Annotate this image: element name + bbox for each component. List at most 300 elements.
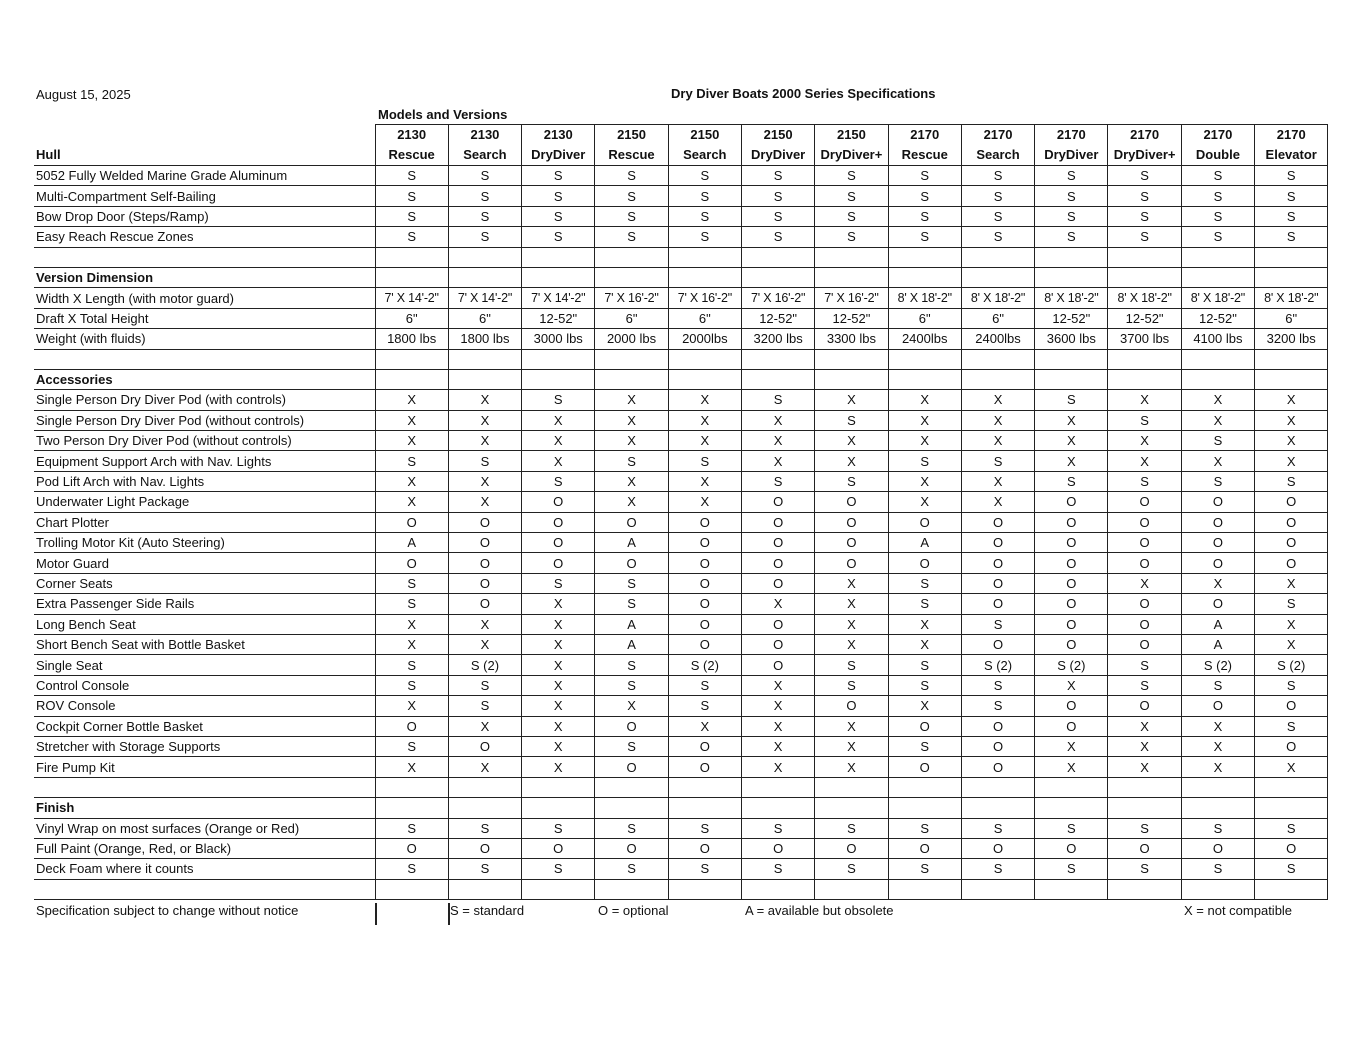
spec-value: S [448, 696, 521, 716]
spec-value: X [741, 757, 814, 777]
spec-value: X [375, 410, 448, 430]
model-number-header: 2150 [595, 125, 668, 146]
spec-value: X [888, 431, 961, 451]
spec-value: S [595, 859, 668, 879]
spec-value: O [1181, 533, 1254, 553]
spec-value: S [375, 675, 448, 695]
blank-cell [375, 777, 448, 797]
spec-value: O [1108, 634, 1181, 654]
spec-value: 1800 lbs [448, 329, 521, 349]
spec-value: S [1108, 166, 1181, 186]
blank-cell [1108, 369, 1181, 389]
spec-value: X [1255, 634, 1328, 654]
blank-cell [741, 879, 814, 899]
spec-value: S [522, 390, 595, 410]
blank-cell [668, 349, 741, 369]
model-version-header: Search [448, 145, 521, 166]
blank-cell [741, 798, 814, 818]
spec-label: Bow Drop Door (Steps/Ramp) [34, 206, 375, 226]
spec-value: X [1035, 451, 1108, 471]
blank-cell [961, 247, 1034, 267]
spec-value: S [595, 227, 668, 247]
spec-value: O [815, 838, 888, 858]
spec-value: 2400lbs [961, 329, 1034, 349]
blank-cell [522, 369, 595, 389]
section-title-hull: Hull [34, 145, 375, 166]
spec-value: X [448, 614, 521, 634]
spec-value: X [522, 410, 595, 430]
blank-cell [961, 369, 1034, 389]
document-title: Dry Diver Boats 2000 Series Specifications [671, 86, 936, 101]
spec-value: S [522, 573, 595, 593]
blank-cell [888, 349, 961, 369]
blank-cell [668, 798, 741, 818]
model-number-header: 2130 [375, 125, 448, 146]
blank-cell [1255, 798, 1328, 818]
spec-value: X [1255, 757, 1328, 777]
spec-value: S (2) [1181, 655, 1254, 675]
spec-value: X [522, 757, 595, 777]
spec-value: O [668, 634, 741, 654]
spec-value: O [668, 736, 741, 756]
spec-value: X [522, 696, 595, 716]
blank-cell [741, 349, 814, 369]
spec-value: S [1035, 166, 1108, 186]
spec-value: X [1108, 451, 1181, 471]
blank-cell [448, 247, 521, 267]
spec-value: S [1255, 594, 1328, 614]
spec-value: X [448, 492, 521, 512]
spec-value: S [522, 227, 595, 247]
spec-value: O [961, 573, 1034, 593]
spec-value: S [961, 614, 1034, 634]
spec-value: S [668, 166, 741, 186]
spec-row [34, 553, 1328, 573]
spec-value: S [375, 736, 448, 756]
spec-value: X [595, 492, 668, 512]
spec-value: O [1035, 573, 1108, 593]
spec-value: O [1255, 838, 1328, 858]
spec-value: X [668, 716, 741, 736]
legend-obsolete: A = available but obsolete [745, 903, 894, 918]
blank-cell [1181, 777, 1254, 797]
spec-value: X [1035, 757, 1108, 777]
spec-value: S [375, 451, 448, 471]
spec-value: 8' X 18'-2" [961, 288, 1034, 308]
spec-value: 3000 lbs [522, 329, 595, 349]
spec-value: X [448, 410, 521, 430]
blank-cell [1181, 267, 1254, 287]
spec-value: X [375, 757, 448, 777]
legend-standard: S = standard [450, 903, 525, 918]
spec-value: S (2) [668, 655, 741, 675]
spec-value: X [1255, 614, 1328, 634]
spec-value: O [888, 716, 961, 736]
spec-row [34, 838, 1328, 858]
spec-value: S [961, 696, 1034, 716]
spec-value: A [595, 614, 668, 634]
spec-row [34, 716, 1328, 736]
spec-value: X [375, 614, 448, 634]
spec-row [34, 696, 1328, 716]
blank-cell [888, 247, 961, 267]
spec-value: S [961, 818, 1034, 838]
spec-value: X [815, 634, 888, 654]
spec-value: X [741, 410, 814, 430]
spec-value: 7' X 16'-2" [668, 288, 741, 308]
spec-value: S [815, 818, 888, 838]
model-number-header: 2170 [888, 125, 961, 146]
blank-cell [448, 369, 521, 389]
model-number-header: 2150 [741, 125, 814, 146]
spec-value: S [1035, 227, 1108, 247]
spec-value: S [668, 227, 741, 247]
spec-value: X [1255, 410, 1328, 430]
spec-value: S [815, 675, 888, 695]
blank-cell [522, 879, 595, 899]
spec-value: X [815, 594, 888, 614]
blank-cell [595, 349, 668, 369]
blank-cell [1108, 879, 1181, 899]
blank-cell [1255, 247, 1328, 267]
spec-value: X [961, 410, 1034, 430]
spec-value: O [1108, 838, 1181, 858]
spec-value: S [1035, 206, 1108, 226]
model-number-header: 2150 [815, 125, 888, 146]
blank-cell [815, 267, 888, 287]
spec-value: S [595, 675, 668, 695]
spec-value: O [741, 533, 814, 553]
spec-value: S [448, 451, 521, 471]
spec-value: O [888, 512, 961, 532]
spec-value: S [815, 410, 888, 430]
spec-value: O [1255, 512, 1328, 532]
blank-cell [595, 267, 668, 287]
spec-value: O [961, 512, 1034, 532]
blank-cell [1181, 369, 1254, 389]
spec-value: A [1181, 634, 1254, 654]
spec-value: S [1181, 675, 1254, 695]
blank-cell [375, 879, 448, 899]
spec-value: S [741, 186, 814, 206]
spec-value: S [888, 818, 961, 838]
spec-value: O [961, 594, 1034, 614]
spec-value: S [1255, 471, 1328, 491]
blank-cell [815, 349, 888, 369]
model-version-header: DryDiver+ [1108, 145, 1181, 166]
spec-value: S [375, 227, 448, 247]
spec-value: S [522, 186, 595, 206]
spec-value: 6" [375, 308, 448, 328]
spec-value: X [961, 431, 1034, 451]
blank-cell [1035, 247, 1108, 267]
spec-value: O [888, 553, 961, 573]
spec-value: X [1181, 410, 1254, 430]
blank-cell [961, 267, 1034, 287]
spec-value: 6" [961, 308, 1034, 328]
spec-value: 6" [448, 308, 521, 328]
spec-value: S [1255, 675, 1328, 695]
spec-value: X [1181, 736, 1254, 756]
spec-value: S [815, 859, 888, 879]
spec-value: X [888, 492, 961, 512]
spec-value: O [1108, 512, 1181, 532]
spec-value: S [741, 206, 814, 226]
spec-row [34, 859, 1328, 879]
spec-row [34, 451, 1328, 471]
spec-value: S [522, 471, 595, 491]
spec-value: X [1255, 573, 1328, 593]
spec-label: Full Paint (Orange, Red, or Black) [34, 838, 375, 858]
spec-value: X [741, 696, 814, 716]
spec-value: S [668, 186, 741, 206]
section-title: Accessories [34, 369, 375, 389]
header-row-models [34, 125, 1328, 146]
blank-cell [961, 879, 1034, 899]
header-row-versions [34, 145, 1328, 166]
spec-row [34, 227, 1328, 247]
spec-value: X [815, 757, 888, 777]
spec-value: S [1108, 206, 1181, 226]
spec-label: Weight (with fluids) [34, 329, 375, 349]
spec-value: S [595, 573, 668, 593]
spec-value: O [1255, 736, 1328, 756]
blank-cell [815, 798, 888, 818]
model-version-header: DryDiver [522, 145, 595, 166]
spec-value: 12-52" [1108, 308, 1181, 328]
spec-value: X [522, 431, 595, 451]
document-date: August 15, 2025 [36, 87, 131, 102]
spec-value: S [448, 675, 521, 695]
spec-value: 2400lbs [888, 329, 961, 349]
spec-value: S [815, 471, 888, 491]
blank-cell [1181, 349, 1254, 369]
spec-value: S [668, 451, 741, 471]
model-number-header: 2150 [668, 125, 741, 146]
model-version-header: Search [961, 145, 1034, 166]
spec-value: S [1181, 471, 1254, 491]
spec-value: O [375, 716, 448, 736]
spec-value: X [522, 655, 595, 675]
model-number-header: 2130 [448, 125, 521, 146]
blank-cell [668, 267, 741, 287]
spec-value: O [1108, 553, 1181, 573]
spec-value: X [1181, 451, 1254, 471]
blank-cell [1035, 777, 1108, 797]
spec-value: S [815, 206, 888, 226]
spec-value: X [1035, 736, 1108, 756]
model-number-header: 2170 [961, 125, 1034, 146]
spec-label: Trolling Motor Kit (Auto Steering) [34, 533, 375, 553]
blank-cell [888, 369, 961, 389]
spec-value: S [888, 573, 961, 593]
spec-value: S [1255, 206, 1328, 226]
spec-value: X [741, 594, 814, 614]
spec-label: Short Bench Seat with Bottle Basket [34, 634, 375, 654]
spec-value: S [1181, 206, 1254, 226]
section-header-row [34, 369, 1328, 389]
model-version-header: Double [1181, 145, 1254, 166]
spec-value: 6" [668, 308, 741, 328]
blank-cell [1255, 349, 1328, 369]
spec-value: X [888, 634, 961, 654]
spec-value: S [888, 736, 961, 756]
spec-label: Single Person Dry Diver Pod (with controls) [34, 390, 375, 410]
blank-cell [522, 798, 595, 818]
spec-value: S (2) [1255, 655, 1328, 675]
model-number-header: 2170 [1108, 125, 1181, 146]
blank-cell [375, 267, 448, 287]
spec-value: O [1035, 512, 1108, 532]
spec-value: X [815, 614, 888, 634]
spec-value: S [448, 818, 521, 838]
spec-value: 1800 lbs [375, 329, 448, 349]
spec-value: O [1181, 838, 1254, 858]
spec-value: O [595, 512, 668, 532]
spec-value: O [961, 634, 1034, 654]
spec-label: Corner Seats [34, 573, 375, 593]
spec-row [34, 757, 1328, 777]
spec-value: S [595, 166, 668, 186]
blank-row [34, 349, 1328, 369]
blank-row [34, 879, 1328, 899]
spec-value: X [375, 431, 448, 451]
spec-value: O [522, 533, 595, 553]
blank-cell [448, 267, 521, 287]
spec-value: 7' X 14'-2" [375, 288, 448, 308]
spec-label: Multi-Compartment Self-Bailing [34, 186, 375, 206]
spec-value: 12-52" [1181, 308, 1254, 328]
spec-value: X [668, 471, 741, 491]
blank-cell [815, 777, 888, 797]
spec-value: X [448, 634, 521, 654]
blank-cell [961, 349, 1034, 369]
spec-value: S [668, 675, 741, 695]
spec-value: S [888, 675, 961, 695]
spec-value: X [1035, 431, 1108, 451]
spec-value: S (2) [448, 655, 521, 675]
spec-value: X [741, 675, 814, 695]
spec-row [34, 186, 1328, 206]
blank-cell [1108, 247, 1181, 267]
blank-cell [522, 247, 595, 267]
spec-value: X [448, 390, 521, 410]
spec-value: X [595, 471, 668, 491]
spec-value: A [1181, 614, 1254, 634]
spec-value: 8' X 18'-2" [1035, 288, 1108, 308]
spec-value: S [1181, 186, 1254, 206]
blank-cell [522, 267, 595, 287]
blank-cell [1035, 798, 1108, 818]
spec-value: X [961, 471, 1034, 491]
spec-value: X [375, 471, 448, 491]
spec-value: S [1035, 186, 1108, 206]
spec-row [34, 492, 1328, 512]
spec-value: 12-52" [741, 308, 814, 328]
spec-value: S [741, 471, 814, 491]
spec-value: O [741, 573, 814, 593]
spec-value: O [595, 553, 668, 573]
blank-cell [34, 247, 375, 267]
spec-value: O [595, 716, 668, 736]
spec-value: O [1035, 553, 1108, 573]
spec-value: X [888, 471, 961, 491]
model-version-header: DryDiver [741, 145, 814, 166]
spec-row [34, 308, 1328, 328]
model-number-header: 2170 [1035, 125, 1108, 146]
spec-value: 7' X 14'-2" [522, 288, 595, 308]
spec-value: X [1255, 390, 1328, 410]
spec-value: O [1181, 512, 1254, 532]
spec-value: 6" [888, 308, 961, 328]
blank-cell [1108, 798, 1181, 818]
model-version-header: Rescue [375, 145, 448, 166]
spec-value: O [668, 573, 741, 593]
spec-value: S [668, 206, 741, 226]
spec-value: S [375, 573, 448, 593]
spec-label: Single Person Dry Diver Pod (without controls) [34, 410, 375, 430]
blank-cell [595, 879, 668, 899]
spec-value: X [888, 390, 961, 410]
blank-cell [1255, 777, 1328, 797]
spec-value: X [815, 390, 888, 410]
blank-cell [1108, 267, 1181, 287]
spec-value: X [595, 431, 668, 451]
blank-cell [522, 777, 595, 797]
spec-value: 2000lbs [668, 329, 741, 349]
spec-value: S (2) [1035, 655, 1108, 675]
spec-value: X [448, 471, 521, 491]
blank-cell [1035, 879, 1108, 899]
spec-value: X [815, 451, 888, 471]
spec-value: X [1181, 573, 1254, 593]
spec-value: O [1255, 533, 1328, 553]
spec-value: 12-52" [815, 308, 888, 328]
model-version-header: DryDiver+ [815, 145, 888, 166]
spec-value: O [1035, 838, 1108, 858]
spec-value: O [1255, 696, 1328, 716]
blank-cell [1181, 879, 1254, 899]
spec-value: 3200 lbs [741, 329, 814, 349]
spec-value: X [741, 431, 814, 451]
spec-value: O [595, 838, 668, 858]
blank-cell [668, 247, 741, 267]
spec-value: 7' X 16'-2" [595, 288, 668, 308]
blank-cell [595, 369, 668, 389]
spec-value: O [961, 716, 1034, 736]
spec-value: X [668, 492, 741, 512]
spec-value: O [668, 553, 741, 573]
spec-value: X [1181, 716, 1254, 736]
blank-cell [961, 798, 1034, 818]
spec-label: Pod Lift Arch with Nav. Lights [34, 471, 375, 491]
spec-value: S [888, 227, 961, 247]
spec-value: X [815, 736, 888, 756]
spec-value: S [1108, 186, 1181, 206]
blank-cell [522, 349, 595, 369]
spec-value: S [522, 206, 595, 226]
blank-cell [1108, 349, 1181, 369]
blank-cell [1035, 267, 1108, 287]
spec-label: Equipment Support Arch with Nav. Lights [34, 451, 375, 471]
spec-row [34, 410, 1328, 430]
spec-value: O [741, 512, 814, 532]
spec-row [34, 471, 1328, 491]
spec-value: S (2) [961, 655, 1034, 675]
spec-value: 8' X 18'-2" [1181, 288, 1254, 308]
spec-value: S [522, 166, 595, 186]
section-title: Finish [34, 798, 375, 818]
